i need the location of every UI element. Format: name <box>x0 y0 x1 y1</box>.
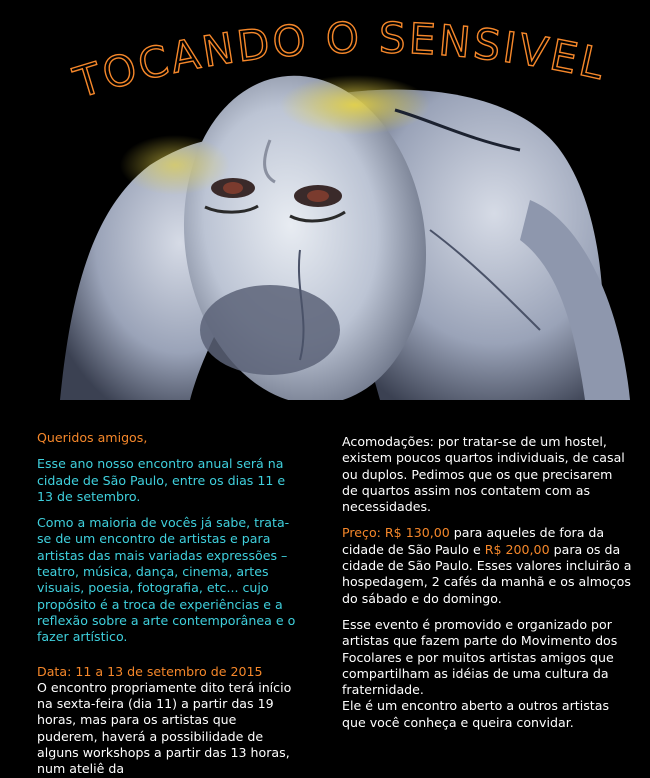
intro-paragraph: Esse ano nosso encontro anual será na cidade de São Paulo, entre os dias 11 e 13 de setembro. <box>37 456 286 504</box>
date-text: O encontro propriamente dito terá início na sexta-feira (dia 11) a partir das 19 horas, mas para os artistas que puderem, haverá a possibilidade de alguns workshops a partir das 13 horas, num ateliê da <box>37 679 292 777</box>
price-city: R$ 200,00 <box>484 541 550 557</box>
invite-paragraph: Ele é um encontro aberto a outros artistas que você conheça e queira convidar. <box>342 698 610 730</box>
accommodations-paragraph: Acomodações: por tratar-se de um hostel, existem poucos quartos individuais, de casal ou duplos. Pedimos que os que precisarem de quartos assim nos contatem com as necessidades. <box>342 434 625 515</box>
price-paragraph <box>342 525 632 606</box>
left-column <box>37 430 299 778</box>
greeting: Queridos amigos, <box>37 430 148 445</box>
price-outside: R$ 130,00 <box>384 525 450 541</box>
price-city-text: para os da cidade de São Paulo. Esses valores incluirão a hospedagem, 2 cafés da manhã e os almoços do sábado e do domingo. <box>342 541 632 606</box>
svg-text:TOCANDO O SENSIVEL: TOCANDO O SENSIVEL <box>68 13 612 108</box>
right-column <box>342 434 632 731</box>
about-paragraph: Como a maioria de vocês já sabe, trata-se de um encontro de artistas e para artistas das mais variadas expressões – teatro, música, dança, cinema, artes visuais, poesia, fotografia, etc... cujo propósito é a troca de experiências e a reflexão sobre a arte contemporânea e o fazer artístico. <box>37 515 296 645</box>
organizer-paragraph: Esse evento é promovido e organizado por artistas que fazem parte do Movimento dos Focolares e por muitos artistas amigos que compartilham as idéias de uma cultura da fraternidade. <box>342 616 618 698</box>
date-heading: Data: 11 a 13 de setembro de 2015 <box>37 663 263 679</box>
price-label: Preço: <box>342 525 381 541</box>
poster-title <box>0 0 650 140</box>
price-outside-text: para aqueles de fora da cidade de São Paulo e <box>342 525 605 557</box>
